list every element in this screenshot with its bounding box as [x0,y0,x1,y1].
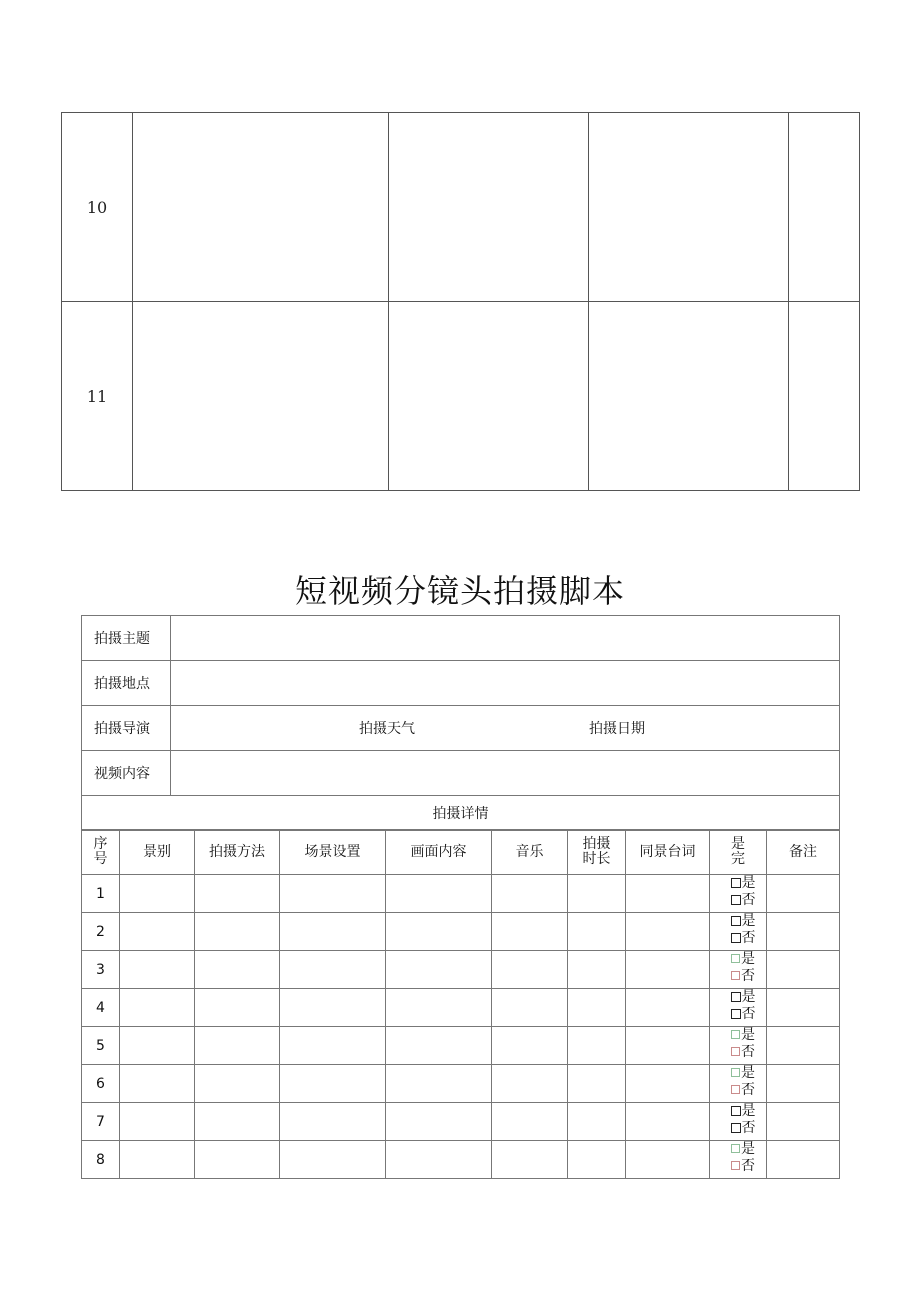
header-seq: 序号 [82,830,120,875]
yes-label: 是 [741,950,755,967]
no-checkbox[interactable] [731,1085,740,1094]
no-label: 否 [741,891,756,908]
done-checkbox-cell [710,1027,767,1065]
yes-label: 是 [741,1026,755,1043]
continuation-table [61,112,860,491]
table-cell[interactable] [626,989,710,1027]
table-row [82,1027,840,1065]
header-done: 是完 [710,830,767,875]
yes-label: 是 [741,874,756,891]
done-checkbox-cell [710,875,767,913]
yes-checkbox[interactable] [731,1030,740,1039]
yes-label: 是 [741,988,756,1005]
table-cell[interactable] [195,1141,280,1179]
table-cell[interactable] [120,1103,195,1141]
table-cell[interactable] [568,1103,626,1141]
yes-checkbox[interactable] [731,1106,741,1116]
done-checkbox-cell [710,1141,767,1179]
row-number: 10 [62,113,133,302]
table-cell[interactable] [492,1103,568,1141]
director-value-cell[interactable] [171,706,840,751]
table-cell[interactable] [568,1027,626,1065]
row-seq: 2 [82,913,120,951]
notes-cell[interactable] [767,875,840,913]
table-cell [389,302,589,491]
no-checkbox[interactable] [731,1009,741,1019]
table-cell[interactable] [626,1141,710,1179]
date-label: 拍摄日期 [589,721,645,737]
location-label: 拍摄地点 [82,661,171,706]
table-row [62,302,860,491]
done-checkbox-cell [710,989,767,1027]
table-cell[interactable] [386,1103,492,1141]
table-cell[interactable] [492,1141,568,1179]
table-cell[interactable] [386,875,492,913]
yes-checkbox[interactable] [731,916,741,926]
table-cell[interactable] [280,1027,386,1065]
notes-cell[interactable] [767,951,840,989]
table-cell[interactable] [120,875,195,913]
row-number: 11 [62,302,133,491]
table-cell[interactable] [492,1027,568,1065]
row-seq: 8 [82,1141,120,1179]
table-cell[interactable] [386,1065,492,1103]
table-cell[interactable] [280,1141,386,1179]
table-cell[interactable] [626,1103,710,1141]
table-cell[interactable] [120,951,195,989]
row-seq: 3 [82,951,120,989]
table-row [82,875,840,913]
theme-label: 拍摄主题 [82,616,171,661]
table-cell[interactable] [492,951,568,989]
notes-cell[interactable] [767,1065,840,1103]
row-seq: 7 [82,1103,120,1141]
table-cell[interactable] [280,951,386,989]
table-cell[interactable] [195,989,280,1027]
header-lines: 同景台词 [626,830,710,875]
no-label: 否 [741,1005,756,1022]
table-cell[interactable] [386,989,492,1027]
document-title: 短视频分镜头拍摄脚本 [294,572,625,610]
yes-checkbox[interactable] [731,954,740,963]
table-cell[interactable] [626,875,710,913]
row-seq: 5 [82,1027,120,1065]
done-checkbox-cell [710,1065,767,1103]
table-cell[interactable] [386,1027,492,1065]
table-cell[interactable] [120,989,195,1027]
table-cell[interactable] [195,1027,280,1065]
row-seq: 6 [82,1065,120,1103]
detail-header-row [82,830,840,875]
table-cell[interactable] [492,1065,568,1103]
info-row-theme [82,616,840,661]
table-cell[interactable] [568,875,626,913]
table-cell[interactable] [195,951,280,989]
info-row-director [82,706,840,751]
table-cell [589,113,789,302]
table-cell[interactable] [626,1065,710,1103]
no-checkbox[interactable] [731,1123,741,1133]
notes-cell[interactable] [767,1103,840,1141]
table-cell [133,113,389,302]
table-cell[interactable] [386,951,492,989]
no-label: 否 [741,929,756,946]
done-checkbox-cell [710,913,767,951]
done-checkbox-cell [710,1103,767,1141]
table-cell[interactable] [492,989,568,1027]
table-row [82,1065,840,1103]
table-cell[interactable] [120,1065,195,1103]
header-method: 拍摄方法 [195,830,280,875]
table-cell[interactable] [568,951,626,989]
table-cell[interactable] [120,1027,195,1065]
table-cell[interactable] [626,1027,710,1065]
theme-value-cell[interactable] [171,616,840,661]
table-cell[interactable] [568,1141,626,1179]
notes-cell[interactable] [767,1027,840,1065]
header-shot: 景别 [120,830,195,875]
table-cell[interactable] [280,989,386,1027]
info-row-content [82,751,840,796]
table-row [82,913,840,951]
table-cell[interactable] [568,989,626,1027]
table-cell[interactable] [568,1065,626,1103]
table-cell[interactable] [120,913,195,951]
yes-label: 是 [741,912,756,929]
table-cell [789,113,860,302]
header-scene: 场景设置 [280,830,386,875]
table-cell[interactable] [280,1103,386,1141]
no-label: 否 [741,1119,756,1136]
info-row-details [82,796,840,831]
no-checkbox[interactable] [731,933,741,943]
table-cell[interactable] [195,875,280,913]
director-label: 拍摄导演 [82,706,171,751]
no-label: 否 [741,967,755,984]
table-cell [589,302,789,491]
no-checkbox[interactable] [731,1047,740,1056]
notes-cell[interactable] [767,913,840,951]
table-cell [389,113,589,302]
yes-checkbox[interactable] [731,878,741,888]
table-cell[interactable] [280,875,386,913]
info-row-location [82,661,840,706]
no-checkbox[interactable] [731,971,740,980]
content-value-cell[interactable] [171,751,840,796]
no-checkbox[interactable] [731,895,741,905]
table-cell[interactable] [568,913,626,951]
table-cell[interactable] [280,1065,386,1103]
no-checkbox[interactable] [731,1161,740,1170]
yes-label: 是 [741,1140,755,1157]
shoot-info-table [81,615,840,831]
yes-label: 是 [741,1064,755,1081]
table-cell [133,302,389,491]
no-label: 否 [741,1043,755,1060]
table-cell[interactable] [280,913,386,951]
table-cell[interactable] [386,913,492,951]
yes-checkbox[interactable] [731,1068,740,1077]
table-cell[interactable] [626,951,710,989]
table-row [62,113,860,302]
header-duration: 拍摄时长 [568,830,626,875]
yes-label: 是 [741,1102,756,1119]
no-label: 否 [741,1157,755,1174]
weather-label: 拍摄天气 [359,721,415,737]
table-row [82,951,840,989]
header-notes: 备注 [767,830,840,875]
table-row [82,989,840,1027]
location-value-cell[interactable] [171,661,840,706]
table-cell[interactable] [195,1103,280,1141]
done-checkbox-cell [710,951,767,989]
table-row [82,1103,840,1141]
table-cell [789,302,860,491]
details-label: 拍摄详情 [82,796,840,831]
notes-cell[interactable] [767,1141,840,1179]
notes-cell[interactable] [767,989,840,1027]
yes-checkbox[interactable] [731,992,741,1002]
no-label: 否 [741,1081,755,1098]
table-cell[interactable] [626,913,710,951]
row-seq: 4 [82,989,120,1027]
table-cell[interactable] [492,875,568,913]
header-music: 音乐 [492,830,568,875]
header-frame: 画面内容 [386,830,492,875]
content-label: 视频内容 [82,751,171,796]
table-cell[interactable] [195,1065,280,1103]
table-cell[interactable] [120,1141,195,1179]
table-row [82,1141,840,1179]
table-cell[interactable] [492,913,568,951]
table-cell[interactable] [195,913,280,951]
yes-checkbox[interactable] [731,1144,740,1153]
table-cell[interactable] [386,1141,492,1179]
row-seq: 1 [82,875,120,913]
shot-detail-table [81,829,840,1179]
